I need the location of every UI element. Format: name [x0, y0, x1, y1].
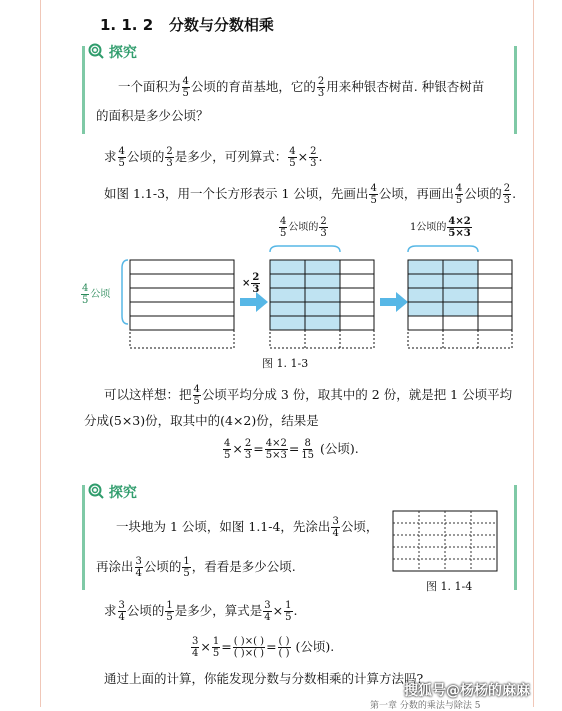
arrow-right-icon — [240, 292, 268, 312]
page-border-left — [40, 0, 41, 707]
explore-heading — [88, 482, 137, 503]
explore-title: 探究 — [108, 45, 137, 61]
question-line-2: 求 $\frac{3}{4}$ 公顷的 $\frac{1}{5}$ 是多少，算式是 $\frac{3}{4}$ × $\frac{1}{5}$ . — [104, 600, 298, 623]
watermark: 搜狐号@杨杨的麻麻 — [404, 683, 530, 699]
fraction: $\frac{2}{3}$ — [317, 76, 325, 99]
equation-1: $\frac{4}{5}$ × $\frac{2}{3}$ = $\frac{4\times 2}{5\times 3}$ = $\frac{8}{15}$ (公顷). — [224, 438, 359, 461]
bracket — [122, 260, 128, 324]
multiply-label: × $\frac{2}{3}$ — [242, 272, 260, 295]
figure-caption: 图 1. 1-4 — [426, 580, 473, 593]
magnifier-icon — [88, 43, 104, 63]
rect-four-fifths — [130, 260, 234, 348]
page-footer: 第一章 分数的乘法与除法 5 — [370, 701, 481, 711]
instruction-line: 如图 1.1-3，用一个长方形表示 1 公顷，先画出 $\frac{4}{5}$ 公顷，再画出 $\frac{4}{5}$ 公顷的 $\frac{2}{3}$ . — [104, 183, 517, 206]
side-label: $\frac{4}{5}$ 公顷 — [82, 283, 111, 306]
top-label-3: 1公顷的 $\frac{4\times 2}{5\times 3}$ — [410, 216, 471, 239]
question-line: 求 $\frac{4}{5}$ 公顷的 $\frac{2}{3}$ 是多少，可列算式： $\frac{4}{5}$ × $\frac{2}{3}$ . — [104, 146, 323, 169]
figure-1-1-4 — [392, 510, 498, 572]
rect-two-thirds — [270, 246, 374, 348]
explore-bar-right — [514, 46, 517, 134]
explore-bar-left — [82, 485, 85, 590]
explore-bar-left — [82, 46, 85, 134]
section-heading — [100, 14, 274, 35]
explanation-line1: 可以这样想：把 $\frac{4}{5}$ 公顷平均分成 3 份，取其中的 2 份，就是把 1 公顷平均 — [104, 384, 513, 407]
explore1-line1: 一个面积为 $\frac{4}{5}$ 公顷的育苗基地，它的 $\frac{2}{3}$ 用来种银杏树苗. 种银杏树苗 — [118, 76, 485, 99]
top-label-2: $\frac{4}{5}$ 公顷的 $\frac{2}{3}$ — [280, 216, 327, 239]
arrow-right-icon — [380, 292, 408, 312]
section-title: 分数与分数相乘 — [168, 16, 274, 34]
explore-heading — [88, 42, 137, 63]
equation-2: $\frac{3}{4}$ × $\frac{1}{5}$ = $\frac{( )\times( )}{( )\times( )}$ = $\frac{( )}{( )}$ (公顷). — [192, 636, 335, 659]
figure-caption: 图 1. 1-3 — [262, 357, 309, 370]
fraction: $\frac{4}{5}$ — [182, 76, 189, 99]
magnifier-icon — [88, 483, 104, 503]
section-number: 1. 1. 2 — [100, 16, 154, 34]
closing-question: 通过上面的计算，你能发现分数与分数相乘的计算方法吗? — [104, 671, 424, 686]
explore-title: 探究 — [108, 485, 137, 501]
explore2-line1: 一块地为 1 公顷，如图 1.1-4，先涂出 $\frac{3}{4}$ 公顷， — [116, 516, 379, 539]
explore2-line2: 再涂出 $\frac{3}{4}$ 公顷的 $\frac{1}{5}$ ，看看是多少公顷. — [96, 556, 296, 579]
page-border-right — [533, 0, 534, 707]
explore-bar-right — [514, 485, 517, 590]
rect-result — [408, 246, 512, 348]
explanation-line2: 分成(5×3)份，取其中的(4×2)份，结果是 — [84, 413, 319, 428]
explore1-line2: 的面积是多少公顷？ — [96, 108, 209, 123]
